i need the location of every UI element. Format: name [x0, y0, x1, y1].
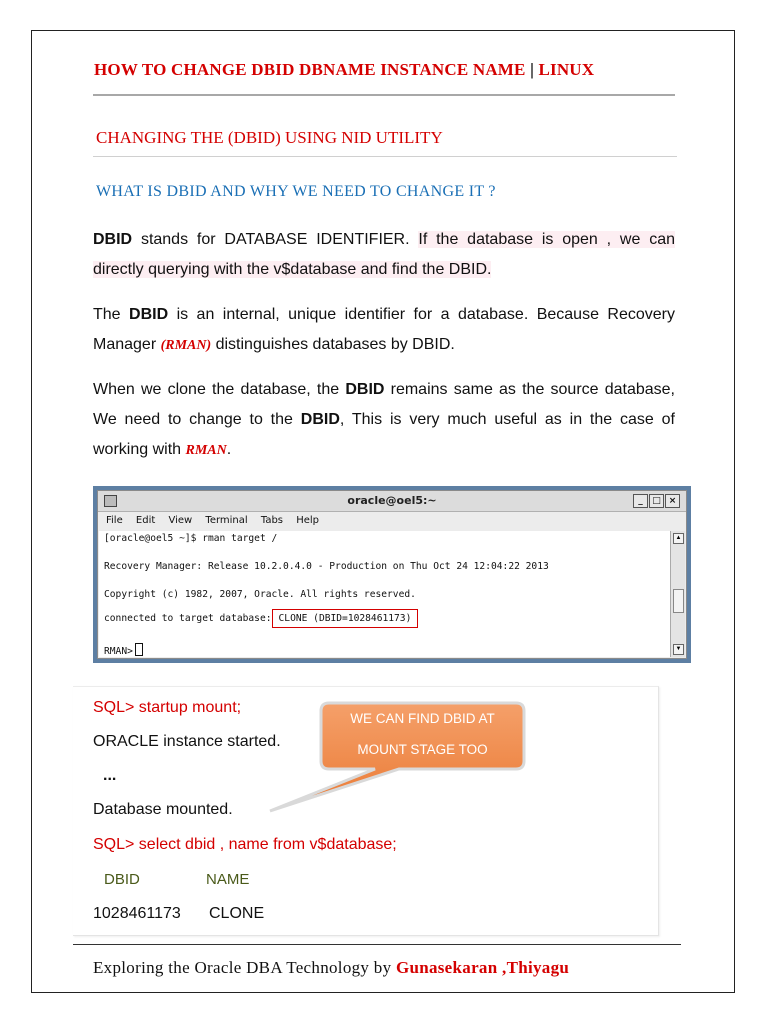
footer-author: Gunasekaran ,Thiyagu: [395, 958, 570, 977]
terminal-app-icon: [104, 495, 117, 507]
title-rule: [93, 94, 675, 96]
p3-text2: remains same as the source database, We need to change to the: [93, 381, 676, 428]
scroll-down-icon[interactable]: ▼: [673, 644, 684, 655]
menu-edit[interactable]: Edit: [135, 515, 156, 526]
paragraph-dbid-definition: [93, 225, 675, 285]
p2-text3: distinguishes databases by DBID.: [211, 336, 455, 353]
p3-text4: .: [226, 441, 232, 458]
column-header-name: NAME: [206, 871, 250, 888]
column-header-dbid: DBID: [104, 871, 140, 888]
callout-line: WE CAN FIND DBID AT: [350, 711, 495, 726]
terminal-titlebar: [98, 491, 686, 512]
terminal-line: [oracle@oel5 ~]$ rman target /: [104, 533, 278, 544]
paragraph-clone: [93, 375, 675, 466]
term-dbid: DBID: [93, 231, 133, 248]
callout-text: [321, 699, 524, 769]
menu-view[interactable]: View: [168, 515, 193, 526]
title-text: HOW TO CHANGE DBID DBNAME INSTANCE NAME: [94, 60, 526, 79]
p1-text1: stands for DATABASE IDENTIFIER.: [132, 231, 419, 248]
sql-command: SQL> select dbid , name from v$database;: [93, 836, 397, 853]
scroll-up-icon[interactable]: ▲: [673, 533, 684, 544]
title-suffix: LINUX: [538, 60, 595, 79]
footer-text: Exploring the Oracle DBA Technology by: [93, 958, 392, 977]
terminal-line: Copyright (c) 1982, 2007, Oracle. All rights reserved.: [104, 589, 416, 600]
sql-output: ORACLE instance started.: [93, 733, 281, 750]
rman-term: RMAN: [185, 443, 227, 458]
callout-line: MOUNT STAGE TOO: [357, 742, 488, 757]
term-dbid: DBID: [345, 381, 385, 398]
terminal-line: [104, 613, 418, 624]
sql-command: SQL> startup mount;: [93, 699, 242, 716]
terminal-title: oracle@oel5:~: [347, 494, 437, 507]
terminal-line: Recovery Manager: Release 10.2.0.4.0 - Production on Thu Oct 24 12:04:22 2013: [104, 561, 549, 572]
p3-text3: , This is very much useful as in the case of working with: [93, 411, 675, 458]
callout-bubble: [321, 699, 524, 777]
terminal-menubar: [98, 512, 686, 530]
menu-terminal[interactable]: Terminal: [205, 515, 248, 526]
dbid-highlight-box: CLONE (DBID=1028461173): [272, 609, 419, 628]
section-rule: [93, 156, 677, 157]
maximize-icon[interactable]: □: [649, 494, 664, 508]
terminal-prompt: [104, 643, 143, 657]
footer: [93, 958, 569, 978]
footer-rule: [73, 944, 681, 945]
p2-text2: is an internal, unique identifier for a database. Because Recovery Manager: [93, 306, 675, 353]
menu-file[interactable]: File: [106, 515, 123, 526]
question-heading: WHAT IS DBID AND WHY WE NEED TO CHANGE IT ?: [96, 183, 496, 200]
scroll-thumb[interactable]: [673, 589, 684, 613]
section-heading: CHANGING THE (DBID) USING NID UTILITY: [96, 128, 443, 147]
title-separator: |: [530, 60, 535, 79]
terminal-scrollbar[interactable]: [670, 531, 685, 657]
menu-help[interactable]: Help: [296, 515, 319, 526]
result-dbid: 1028461173: [93, 905, 181, 922]
p3-text1: When we clone the database, the: [93, 381, 346, 398]
p1-highlighted-text: If the database is open , we can directly querying with the v$database and find the DBID.: [93, 231, 675, 278]
rman-prompt: RMAN>: [104, 646, 133, 657]
close-icon[interactable]: ×: [665, 494, 680, 508]
cursor-icon: [135, 643, 143, 656]
term-dbid: DBID: [300, 411, 340, 428]
terminal-window: [93, 486, 691, 663]
result-name: CLONE: [209, 905, 265, 922]
terminal-output[interactable]: [99, 531, 670, 657]
term-dbid: DBID: [129, 306, 169, 323]
paragraph-dbid-internal: [93, 300, 675, 361]
sql-ellipsis: ...: [103, 767, 117, 784]
sql-output: Database mounted.: [93, 801, 233, 818]
rman-term: (RMAN): [160, 338, 212, 353]
p2-text1: The: [93, 306, 130, 323]
minimize-icon[interactable]: _: [633, 494, 648, 508]
terminal-frame: [97, 490, 687, 659]
menu-tabs[interactable]: Tabs: [260, 515, 283, 526]
document-title: [94, 60, 594, 80]
terminal-connected-label: connected to target database:: [104, 613, 272, 624]
sql-session-box: [73, 686, 659, 936]
